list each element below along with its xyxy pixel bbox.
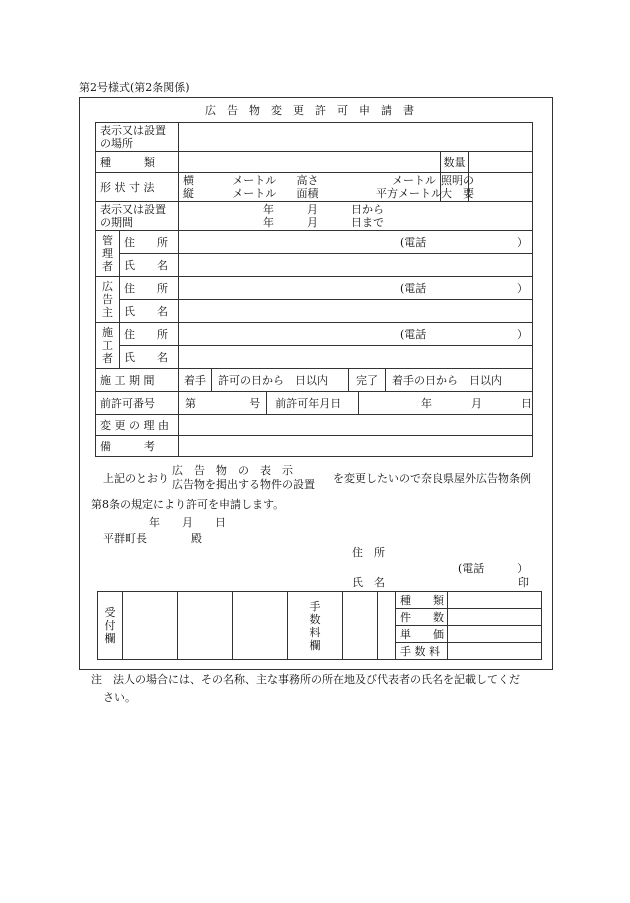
field-contractor-name[interactable] [179, 346, 533, 369]
label-contractor-address: 住 所 [120, 323, 179, 346]
field-remarks[interactable] [179, 436, 533, 457]
field-contractor-address[interactable] [179, 323, 533, 346]
label-period: 表示又は設置 の期間 [96, 202, 179, 231]
start-label: 着手 [179, 369, 212, 391]
reception-cell-1[interactable] [123, 592, 178, 660]
form-number: 第2号様式(第2条関係) [79, 81, 190, 94]
area-label: 面積 [296, 187, 319, 200]
reception-cell-3[interactable] [233, 592, 288, 660]
field-shape[interactable] [179, 173, 441, 202]
fee-value-kind[interactable] [448, 592, 542, 609]
meter-1: メートル [232, 174, 277, 187]
field-period[interactable] [179, 202, 533, 231]
height-label: 高さ [296, 174, 319, 187]
applicant-address: 住 所 [352, 546, 385, 559]
fee-cell[interactable] [343, 592, 378, 660]
finish-label: 完了 [349, 369, 386, 391]
phone-close: ） [517, 327, 529, 341]
label-contractor: 施 工 者 [96, 323, 120, 369]
fee-value-fee[interactable] [448, 643, 542, 660]
statement-prefix: 上記のとおり [103, 472, 169, 485]
phone-close: ） [517, 235, 529, 249]
label-remarks: 備 考 [96, 436, 179, 457]
label-change-reason: 変 更 の 理 由 [96, 415, 179, 436]
label-lighting [441, 173, 474, 202]
field-construction-period[interactable] [179, 369, 533, 392]
label-contractor-name: 氏 名 [120, 346, 179, 369]
label-manager: 管 理 者 [96, 231, 120, 277]
label-advertiser-name: 氏 名 [120, 300, 179, 323]
label-prev-permit-no: 前許可番号 [96, 392, 179, 415]
statement-line2: 第8条の規定により許可を申請します。 [91, 498, 285, 511]
statement-upper: 広 告 物 の 表 示 [172, 464, 293, 477]
lighting-line1: 照明の [441, 174, 474, 187]
statement-suffix: を変更したいので奈良県屋外広告物条例 [333, 472, 531, 485]
month-label: 月 [471, 396, 483, 410]
go-label: 号 [249, 396, 261, 410]
reception-table [97, 591, 542, 660]
label-advertiser-address: 住 所 [120, 277, 179, 300]
field-location[interactable] [179, 123, 533, 152]
finish-text: 着手の日から 日以内 [392, 373, 502, 387]
shape-yoko: 横 [183, 174, 194, 187]
label-advertiser: 広 告 主 [96, 277, 120, 323]
phone-label: (電話 [400, 281, 427, 295]
year-label: 年 [421, 396, 433, 410]
label-shape: 形 状 寸 法 [96, 173, 179, 202]
dai-label: 第 [185, 396, 196, 410]
label-quantity: 数量 [441, 152, 469, 173]
fee-item-count: 件 数 [396, 609, 448, 626]
lighting-line2: 大 要 [441, 187, 474, 200]
start-text: 許可の日から 日以内 [212, 369, 349, 391]
fee-spacer [378, 592, 396, 660]
applicant-name: 氏 名 [352, 576, 385, 589]
sqmeter: 平方メートル [376, 187, 442, 200]
addressee: 平群町長 殿 [103, 532, 202, 545]
phone-close: ） [517, 281, 529, 295]
reception-cell-2[interactable] [178, 592, 233, 660]
fee-value-count[interactable] [448, 609, 542, 626]
day-label: 日 [521, 396, 533, 410]
label-location: 表示又は設置 の場所 [96, 123, 179, 152]
field-prev-permit[interactable] [179, 392, 533, 415]
prev-permit-date-label: 前許可年月日 [267, 392, 359, 414]
date-to: 年 月 日まで [263, 216, 384, 229]
field-lighting[interactable] [469, 173, 533, 202]
field-kind[interactable] [179, 152, 441, 173]
label-manager-name: 氏 名 [120, 254, 179, 277]
fee-item-unit-price: 単 価 [396, 626, 448, 643]
phone-label: (電話 [400, 235, 427, 249]
label-manager-address: 住 所 [120, 231, 179, 254]
fee-label: 手 数 料 欄 [288, 592, 343, 660]
meter-3: メートル [392, 174, 436, 187]
seal-mark: 印 [518, 576, 529, 589]
field-advertiser-address[interactable] [179, 277, 533, 300]
applicant-phone: (電話 ） [458, 562, 529, 575]
field-quantity[interactable] [469, 152, 533, 173]
footnote-continued: さい。 [103, 691, 136, 704]
label-kind: 種 類 [96, 152, 179, 173]
fee-value-unit-price[interactable] [448, 626, 542, 643]
form-title: 広 告 物 変 更 許 可 申 請 書 [205, 104, 414, 117]
field-manager-name[interactable] [179, 254, 533, 277]
field-manager-address[interactable] [179, 231, 533, 254]
date-line: 年 月 日 [149, 516, 226, 529]
date-from: 年 月 日から [263, 203, 384, 216]
application-table [95, 122, 533, 457]
phone-label: (電話 [400, 327, 427, 341]
label-construction-period: 施 工 期 間 [96, 369, 179, 392]
reception-label: 受 付 欄 [98, 592, 123, 660]
fee-item-kind: 種 類 [396, 592, 448, 609]
statement-lower: 広告物を掲出する物件の設置 [172, 478, 315, 491]
footnote: 注 法人の場合には、その名称、主な事務所の所在地及び代表者の氏名を記載してくだ [91, 673, 520, 686]
field-change-reason[interactable] [179, 415, 533, 436]
fee-item-fee: 手 数 料 [396, 643, 448, 660]
meter-2: メートル [232, 187, 277, 200]
field-advertiser-name[interactable] [179, 300, 533, 323]
shape-tate: 縦 [183, 187, 194, 200]
